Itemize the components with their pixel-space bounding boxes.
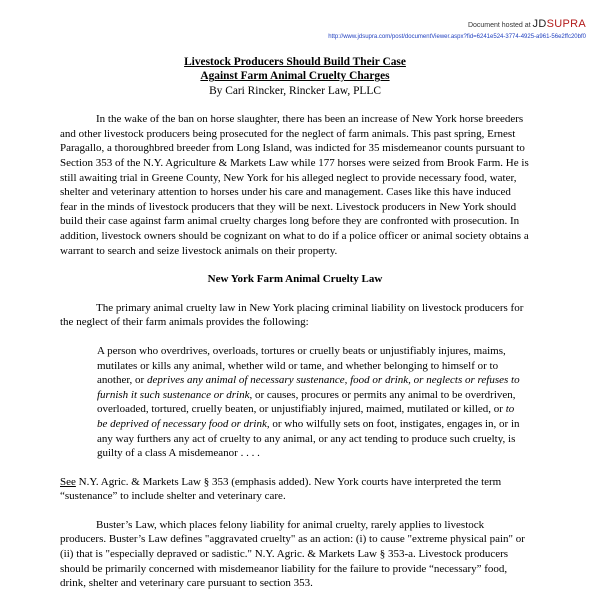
statute-quote: A person who overdrives, overloads, tortures or cruelly beats or unjustifiably injures, maims, mutilates or kills any animal, whether wild or tame, and whether belonging to himself or to another, or deprives any animal of necessary sustenance, food or drink, or neglects or refuses to furnish it such sustenance or drink, or causes, procures or permits any animal to be overdriven, overloaded, tortured, cruelly beaten, or unjustifiably injured, maimed, mutilated or killed, or to be deprived of necessary food or drink, or who wilfully sets on foot, instigates, engages in, or in any way furthers any act of cruelty to any animal, or any act tending to produce such cruelty, is guilty of a class A misdemeanor . . . .	[97, 344, 520, 460]
emphasis-1: deprives any animal of necessary sustenance, food or drink, or neglects or refuses to furnish it such sustenance or drink	[97, 374, 520, 401]
section-heading: New York Farm Animal Cruelty Law	[207, 273, 383, 286]
hosted-banner	[328, 18, 586, 40]
document-url-link[interactable]: http://www.jdsupra.com/post/documentViewer.aspx?fid=6241e524-3774-4925-a961-56e2ffc20bf0	[328, 34, 586, 40]
paragraph-intro: In the wake of the ban on horse slaughter, there has been an increase of New York horse breeders and other livestock producers being prosecuted for the neglect of farm animals. This past spring, Ernest Paragallo, a thoroughbred breeder from Long Island, was indicted for 35 misdemeanor counts pursuant to Section 353 of the N.Y. Agriculture & Markets Law while 177 horses were seized from Brook Farm. He is still awaiting trial in Greene County, New York for his alleged neglect to provide necessary food, water, shelter and veterinary attention to horses under his care and management. Cases like this have induced fear in the minds of livestock producers that they will be next. Livestock producers in New York should build their case against farm animal cruelty charges long before they are confronted with prosecution. In addition, livestock owners should be cognizant on what to do if a police officer or animal society obtains a warrant to search and seize livestock animals on their property.	[60, 113, 529, 257]
document-page	[60, 55, 530, 591]
see-signal: See	[60, 475, 76, 488]
emphasis-2: to be deprived of necessary food or drink	[97, 403, 515, 430]
document-title-line1: Livestock Producers Should Build Their Case	[184, 56, 406, 68]
paragraph-busters-law: Buster’s Law, which places felony liability for animal cruelty, rarely applies to livestock producers. Buster’s Law defines "aggravated cruelty" as an action: (i) to cause "extreme physical pain" or (ii) that is "especially depraved or sadistic." N.Y. Agric. & Markets Law § 353-a. Livestock producers should be primarily concerned with misdemeanor liability for the failure to provide “necessary” food, drink, shelter and veterinary care pursuant to section 353.	[60, 518, 525, 590]
document-byline: By Cari Rincker, Rincker Law, PLLC	[209, 84, 381, 97]
hosted-label-line	[328, 18, 586, 30]
jdsupra-logo: JDSUPRA	[532, 18, 586, 30]
paragraph-primary-law: The primary animal cruelty law in New York placing criminal liability on livestock producers for the neglect of their farm animals provides the following:	[60, 301, 524, 329]
document-title-line2: Against Farm Animal Cruelty Charges	[200, 70, 390, 83]
hosted-label: Document hosted at	[467, 22, 531, 29]
citation-paragraph: See N.Y. Agric. & Markets Law § 353 (emphasis added). New York courts have interpreted the term “sustenance” to include shelter and veterinary care.	[60, 475, 502, 503]
